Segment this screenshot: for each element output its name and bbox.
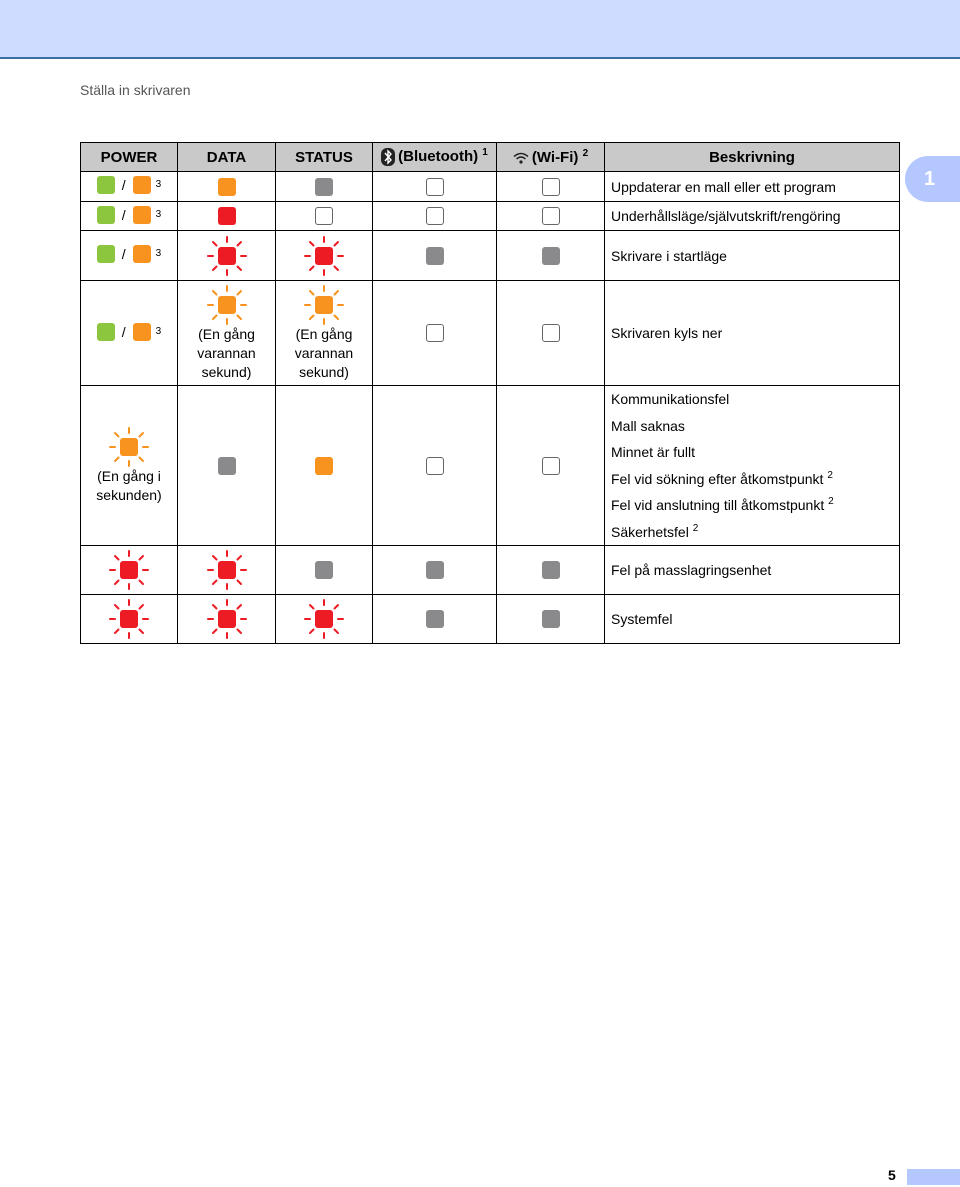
power-cell: / 3 xyxy=(81,231,178,281)
description-cell: Skrivaren kyls ner xyxy=(605,281,900,386)
header-data: DATA xyxy=(178,143,276,172)
red-blinking-led-icon xyxy=(207,599,247,639)
orange-led-icon xyxy=(133,323,151,341)
footnote-marker: 2 xyxy=(692,522,699,534)
error-item: Fel vid sökning efter åtkomstpunkt $^2$ xyxy=(611,469,833,487)
power-cell: / 3 xyxy=(81,281,178,386)
data-cell xyxy=(178,281,276,386)
wifi-cell xyxy=(497,386,605,546)
bluetooth-cell xyxy=(373,595,497,644)
table-row xyxy=(81,281,900,386)
description-cell xyxy=(605,386,900,546)
blink-note: (En gång i sekunden) xyxy=(96,467,162,503)
gray-led-icon xyxy=(426,610,444,628)
off-led-icon xyxy=(426,457,444,475)
orange-blinking-led-icon xyxy=(304,285,344,325)
blink-note: (En gång varannan sekund) xyxy=(294,325,354,380)
description-cell: Uppdaterar en mall eller ett program xyxy=(605,172,900,202)
table-row xyxy=(81,595,900,644)
table-row xyxy=(81,386,900,546)
header-description: Beskrivning xyxy=(605,143,900,172)
gray-led-icon xyxy=(542,610,560,628)
description-cell: Systemfel xyxy=(605,595,900,644)
error-item: Kommunikationsfel xyxy=(611,391,730,407)
description-cell: Underhållsläge/självutskrift/rengöring xyxy=(605,202,900,231)
page-number-bar xyxy=(907,1169,960,1185)
wifi-icon xyxy=(513,152,529,164)
table-row xyxy=(81,546,900,595)
bluetooth-cell xyxy=(373,386,497,546)
header-status: STATUS xyxy=(276,143,373,172)
red-blinking-led-icon xyxy=(207,550,247,590)
bluetooth-cell xyxy=(373,202,497,231)
off-led-icon xyxy=(426,207,444,225)
gray-led-icon xyxy=(542,561,560,579)
off-led-icon xyxy=(542,207,560,225)
power-cell: / 3 xyxy=(81,202,178,231)
header-band xyxy=(0,0,960,59)
header-power: POWER xyxy=(81,143,178,172)
bluetooth-icon xyxy=(381,148,395,166)
status-cell xyxy=(276,202,373,231)
or-separator: / xyxy=(121,246,126,262)
green-led-icon xyxy=(97,245,115,263)
or-separator: / xyxy=(121,206,126,223)
red-blinking-led-icon xyxy=(207,236,247,276)
status-cell xyxy=(276,231,373,281)
chapter-tab: 1 xyxy=(905,156,960,202)
error-item: Mall saknas xyxy=(611,417,685,434)
error-item: Säkerhetsfel $^2$ xyxy=(611,522,699,540)
bluetooth-cell xyxy=(373,546,497,595)
wifi-cell xyxy=(497,172,605,202)
orange-led-icon xyxy=(133,245,151,263)
wifi-cell xyxy=(497,202,605,231)
data-cell xyxy=(178,386,276,546)
bluetooth-cell xyxy=(373,281,497,386)
off-led-icon xyxy=(315,207,333,225)
power-cell xyxy=(81,546,178,595)
status-cell xyxy=(276,172,373,202)
red-blinking-led-icon xyxy=(109,599,149,639)
off-led-icon xyxy=(542,178,560,196)
error-item: Fel vid anslutning till åtkomstpunkt $^2$ xyxy=(611,496,834,513)
footnote-marker: 1 xyxy=(482,146,488,158)
data-cell xyxy=(178,202,276,231)
or-separator: / xyxy=(121,177,126,193)
red-blinking-led-icon xyxy=(304,599,344,639)
status-cell xyxy=(276,281,373,386)
breadcrumb: Ställa in skrivaren xyxy=(80,82,191,98)
data-cell xyxy=(178,595,276,644)
description-cell: Fel på masslagringsenhet xyxy=(605,546,900,595)
wifi-cell xyxy=(497,281,605,386)
orange-blinking-led-icon xyxy=(207,285,247,325)
orange-led-icon xyxy=(133,176,151,194)
footnote-marker: 2 xyxy=(827,469,833,481)
orange-led-icon xyxy=(315,457,333,475)
blink-note: (En gång varannan sekund) xyxy=(197,325,256,380)
gray-led-icon xyxy=(315,178,333,196)
or-separator: / xyxy=(121,323,126,340)
header-wifi-label: (Wi-Fi) xyxy=(531,148,579,166)
footnote-marker: 2 xyxy=(582,147,589,159)
data-cell xyxy=(178,231,276,281)
gray-led-icon xyxy=(426,247,444,265)
bluetooth-cell xyxy=(373,231,497,281)
header-bluetooth xyxy=(373,143,497,172)
gray-led-icon xyxy=(315,561,333,579)
red-blinking-led-icon xyxy=(109,550,149,590)
green-led-icon xyxy=(97,206,115,224)
off-led-icon xyxy=(426,324,444,342)
table-row xyxy=(81,202,900,231)
led-indicator-table xyxy=(80,142,900,644)
gray-led-icon xyxy=(542,247,560,265)
wifi-cell xyxy=(497,546,605,595)
header-wifi xyxy=(497,143,605,172)
footnote-marker: 2 xyxy=(828,496,834,507)
header-bluetooth-label: (Bluetooth) xyxy=(398,147,479,165)
off-led-icon xyxy=(542,457,560,475)
off-led-icon xyxy=(426,178,444,196)
power-cell xyxy=(81,595,178,644)
error-item: Minnet är fullt xyxy=(611,444,696,460)
off-led-icon xyxy=(542,324,560,342)
table-row xyxy=(81,172,900,202)
description-cell: Skrivare i startläge xyxy=(605,231,900,281)
green-led-icon xyxy=(97,323,115,341)
orange-led-icon xyxy=(218,178,236,196)
gray-led-icon xyxy=(426,561,444,579)
orange-blinking-led-icon xyxy=(109,427,149,467)
red-blinking-led-icon xyxy=(304,236,344,276)
green-led-icon xyxy=(97,176,115,194)
data-cell xyxy=(178,172,276,202)
orange-led-icon xyxy=(133,206,151,224)
table-header-row xyxy=(81,143,900,172)
power-cell xyxy=(81,386,178,546)
status-cell xyxy=(276,595,373,644)
table-row xyxy=(81,231,900,281)
data-cell xyxy=(178,546,276,595)
status-cell xyxy=(276,386,373,546)
page-number: 5 xyxy=(888,1167,896,1183)
gray-led-icon xyxy=(218,457,236,475)
red-led-icon xyxy=(218,207,236,225)
wifi-cell xyxy=(497,595,605,644)
status-cell xyxy=(276,546,373,595)
power-cell: / 3 xyxy=(81,172,178,202)
wifi-cell xyxy=(497,231,605,281)
bluetooth-cell xyxy=(373,172,497,202)
